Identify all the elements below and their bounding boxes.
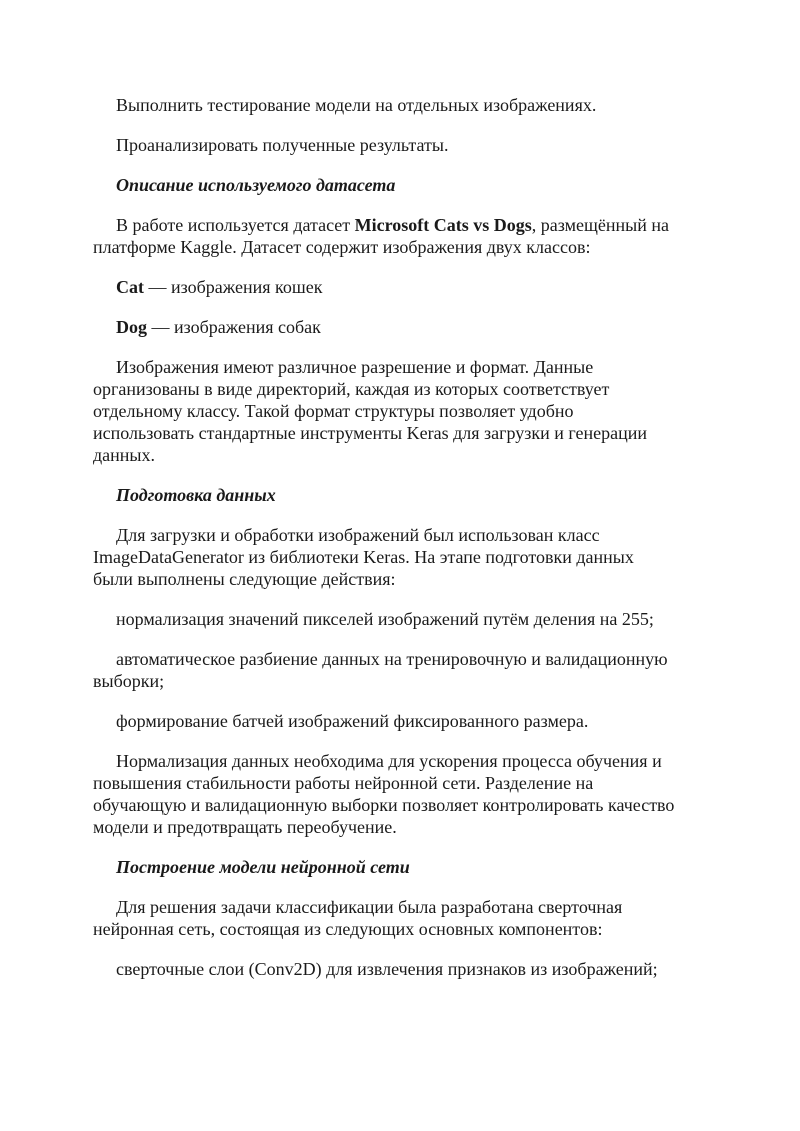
- dataset-name: Microsoft Cats vs Dogs: [354, 215, 532, 235]
- data-prep-intro-paragraph: Для загрузки и обработки изображений был использован класс ImageDataGenerator из библиотеки Keras. На этапе подготовки данных были выполнены следующие действия:: [93, 525, 634, 589]
- class-name-dog: Dog: [116, 317, 147, 337]
- prep-step-split: автоматическое разбиение данных на тренировочную и валидационную выборки;: [93, 649, 668, 691]
- task-item-analysis: Проанализировать полученные результаты.: [116, 135, 449, 155]
- text-run: , размещённый на платформе Kaggle. Датасет содержит изображения двух классов:: [93, 215, 669, 257]
- section-heading-model: Построение модели нейронной сети: [116, 857, 410, 877]
- class-item-dog: [93, 316, 676, 338]
- dataset-description-paragraph: [93, 214, 676, 258]
- class-description-cat: — изображения кошек: [144, 277, 323, 297]
- model-component-conv2d: сверточные слои (Conv2D) для извлечения признаков из изображений;: [116, 959, 658, 979]
- prep-step-normalization: нормализация значений пикселей изображений путём деления на 255;: [116, 609, 654, 629]
- task-item-testing: Выполнить тестирование модели на отдельных изображениях.: [116, 95, 597, 115]
- model-intro-paragraph: Для решения задачи классификации была разработана сверточная нейронная сеть, состоящая из следующих основных компонентов:: [93, 897, 623, 939]
- class-name-cat: Cat: [116, 277, 144, 297]
- section-heading-dataset: Описание используемого датасета: [116, 175, 396, 195]
- class-item-cat: [93, 276, 676, 298]
- text-run: В работе используется датасет: [116, 215, 355, 235]
- prep-step-batches: формирование батчей изображений фиксированного размера.: [116, 711, 589, 731]
- class-description-dog: — изображения собак: [147, 317, 321, 337]
- normalization-rationale-paragraph: Нормализация данных необходима для ускорения процесса обучения и повышения стабильности работы нейронной сети. Разделение на обучающую и валидационную выборки позволяет контролировать качество модели и предотвращать переобучение.: [93, 751, 675, 837]
- dataset-structure-paragraph: Изображения имеют различное разрешение и формат. Данные организованы в виде директорий, каждая из которых соответствует отдельному классу. Такой формат структуры позволяет удобно использовать стандартные инструменты Keras для загрузки и генерации данных.: [93, 357, 648, 465]
- section-heading-data-prep: Подготовка данных: [116, 485, 276, 505]
